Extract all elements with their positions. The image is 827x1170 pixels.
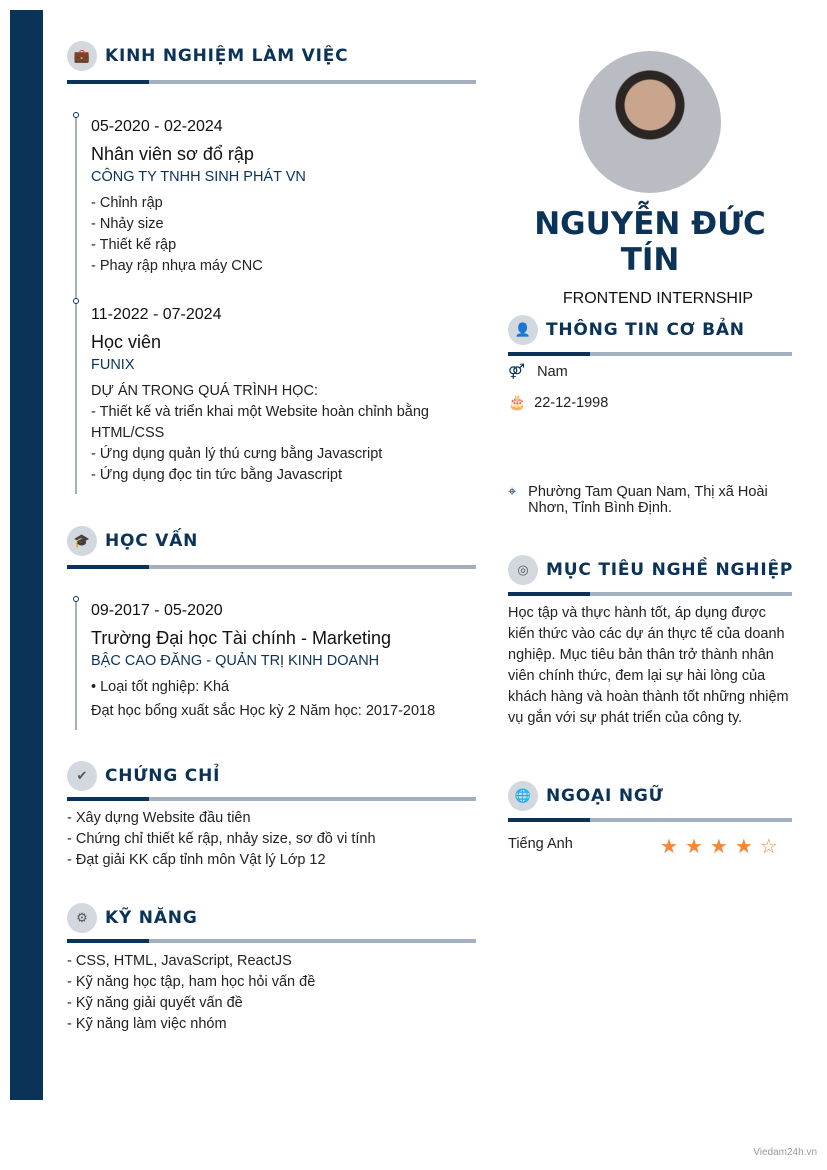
line: - Kỹ năng làm việc nhóm: [67, 1016, 227, 1032]
bullet-icon: •: [91, 679, 101, 695]
line: - Đạt giải KK cấp tỉnh môn Vật lý Lớp 12: [67, 852, 326, 868]
line: - CSS, HTML, JavaScript, ReactJS: [67, 953, 292, 969]
full-name: [508, 206, 792, 278]
language-rating: [660, 834, 778, 859]
name-line: NGUYỄN ĐỨC: [534, 206, 766, 242]
gender-row: [508, 362, 568, 383]
graduation-grade: Loại tốt nghiệp: Khá: [100, 679, 230, 695]
globe-icon: 🌐: [508, 781, 538, 811]
map-pin-icon: ⌖: [508, 484, 517, 500]
birthday-row: [508, 393, 608, 414]
star-filled-icon: ★: [734, 836, 753, 858]
date: 09-2017 - 05-2020: [91, 602, 223, 619]
education-title: HỌC VẤN: [105, 531, 199, 551]
certificates-list: [67, 808, 376, 871]
divider: [508, 592, 792, 596]
address-row: [508, 484, 798, 516]
experience-title: KINH NGHIỆM LÀM VIỆC: [105, 46, 349, 66]
line: DỰ ÁN TRONG QUÁ TRÌNH HỌC:: [91, 383, 318, 399]
role: Học viên: [91, 332, 162, 352]
line: - Xây dựng Website đầu tiên: [67, 810, 251, 826]
timeline-dot: [73, 298, 79, 304]
star-empty-icon: ☆: [759, 836, 778, 858]
target-icon: ◎: [508, 555, 538, 585]
divider: [67, 565, 476, 569]
experience-header: [67, 41, 348, 71]
avatar: [579, 51, 721, 193]
date: 11-2022 - 07-2024: [91, 306, 222, 323]
position-title: FRONTEND INTERNSHIP: [562, 290, 754, 307]
birthday: 22-12-1998: [534, 395, 609, 411]
contact-book-icon: 👤: [508, 315, 538, 345]
star-filled-icon: ★: [660, 836, 678, 858]
watermark: Viedam24h.vn: [753, 1147, 817, 1158]
line: - Chứng chỉ thiết kế rập, nhảy size, sơ đồ vi tính: [67, 831, 376, 847]
timeline-dot: [73, 112, 79, 118]
education-header: [67, 526, 198, 556]
major: BẬC CAO ĐĂNG - QUẢN TRỊ KINH DOANH: [91, 653, 380, 669]
experience-item: [91, 118, 471, 277]
divider: [508, 352, 792, 356]
basic-info-header: [508, 315, 745, 345]
timeline: [75, 116, 77, 494]
line: - Phay rập nhựa máy CNC: [91, 258, 263, 274]
graduation-cap-icon: 🎓: [67, 526, 97, 556]
address: Phường Tam Quan Nam, Thị xã Hoài Nhơn, Tỉnh Bình Định.: [528, 484, 768, 516]
divider: [67, 939, 476, 943]
certificates-header: [67, 761, 220, 791]
school: Trường Đại học Tài chính - Marketing: [91, 628, 391, 648]
objective-text: Học tập và thực hành tốt, áp dụng được kiến thức vào các dự án thực tế của doanh nghiệp. Mục tiêu bản thân trở thành nhân viên chính thức, đem lại sự hài lòng của khách hàng và hoàn thành tốt những nhiệm vụ gắn với sự phát triển của công ty.: [508, 605, 789, 726]
star-filled-icon: ★: [709, 836, 728, 858]
divider: [67, 80, 476, 84]
objective-title: MỤC TIÊU NGHỀ NGHIỆP: [546, 560, 794, 580]
line: - Ứng dụng đọc tin tức bằng Javascript: [91, 467, 343, 483]
certificates-title: CHỨNG CHỈ: [105, 766, 221, 786]
education-item: [91, 602, 476, 722]
skills-list: [67, 951, 315, 1035]
side-bar: [10, 10, 43, 1100]
organization: FUNIX: [91, 357, 135, 373]
date: 05-2020 - 02-2024: [91, 118, 223, 135]
gender: Nam: [537, 364, 568, 380]
line: - Kỹ năng học tập, ham học hỏi vấn đề: [67, 974, 316, 990]
badge-check-icon: ✔: [67, 761, 97, 791]
objective-header: [508, 555, 793, 585]
divider: [508, 818, 792, 822]
languages-title: NGOẠI NGỮ: [546, 786, 664, 806]
role: Nhân viên sơ đổ rập: [91, 144, 254, 164]
line: - Thiết kế và triển khai một Website hoàn chỉnh bằng HTML/CSS: [91, 404, 429, 441]
line: - Nhảy size: [91, 216, 164, 232]
basic-info-title: THÔNG TIN CƠ BẢN: [546, 320, 745, 340]
organization: CÔNG TY TNHH SINH PHÁT VN: [91, 169, 306, 185]
timeline-dot: [73, 596, 79, 602]
gear-icon: ⚙: [67, 903, 97, 933]
name-line: TÍN: [620, 242, 680, 278]
briefcase-icon: 💼: [67, 41, 97, 71]
cake-icon: 🎂: [508, 395, 527, 411]
gender-icon: ⚤: [508, 364, 526, 380]
line: - Ứng dụng quản lý thú cưng bằng Javascript: [91, 446, 383, 462]
languages-header: [508, 781, 664, 811]
language-name: Tiếng Anh: [508, 836, 573, 852]
star-filled-icon: ★: [684, 836, 703, 858]
experience-item: [91, 306, 471, 486]
skills-header: [67, 903, 198, 933]
note: Đạt học bổng xuất sắc Học kỳ 2 Năm học: 2017-2018: [91, 703, 436, 719]
divider: [67, 797, 476, 801]
timeline: [75, 600, 77, 730]
skills-title: KỸ NĂNG: [105, 908, 198, 928]
line: - Thiết kế rập: [91, 237, 177, 253]
line: - Kỹ năng giải quyết vấn đề: [67, 995, 243, 1011]
line: - Chỉnh rập: [91, 195, 163, 211]
